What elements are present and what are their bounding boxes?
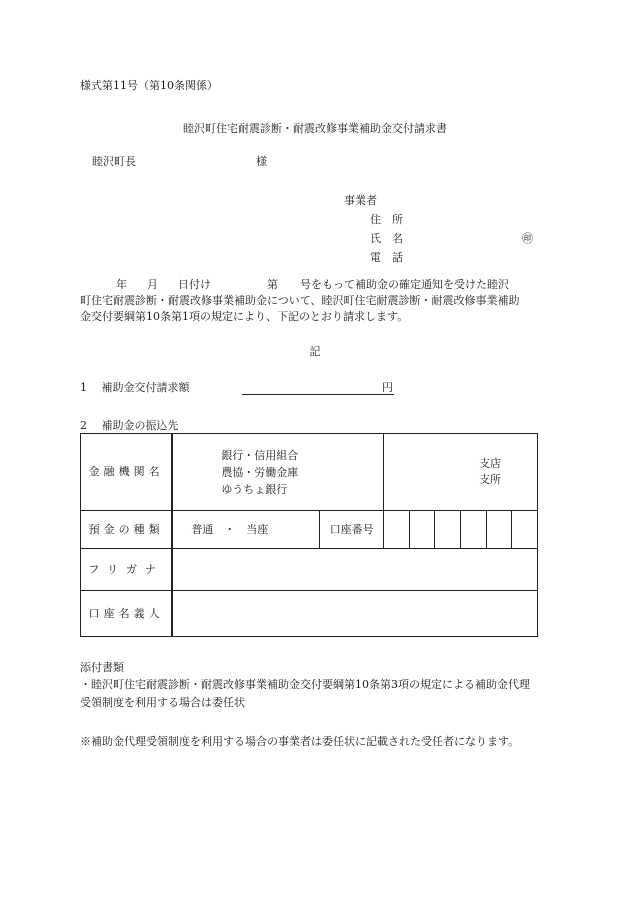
furigana-label: フリガナ <box>81 549 173 591</box>
holder-row <box>81 591 538 637</box>
institution-field[interactable] <box>172 434 383 511</box>
body-line-3: 金交付要綱第10条第1項の規定により、下記のとおり請求します。 <box>80 310 409 323</box>
account-digit-2[interactable] <box>409 511 435 549</box>
form-number: 様式第11号（第10条関係） <box>80 79 218 92</box>
institution-type-1: 銀行・信用組合 <box>221 448 299 462</box>
bank-table <box>80 433 538 637</box>
attachments-line-2: 受領制度を利用する場合は委任状 <box>80 696 245 709</box>
body-line-1 <box>80 277 560 293</box>
seal-mark: ㊞ <box>522 232 533 245</box>
branch-type-1: 支店 <box>479 457 501 470</box>
yen-unit: 円 <box>382 381 393 394</box>
body-line-2: 町住宅耐震診断・耐震改修事業補助金について、睦沢町住宅耐震診断・耐震改修事業補助 <box>80 294 520 307</box>
branch-type-2: 支所 <box>479 473 501 486</box>
applicant-heading: 事業者 <box>344 194 377 207</box>
institution-type-3: ゆうちょ銀行 <box>221 482 288 496</box>
phone-label: 電 話 <box>370 251 403 264</box>
name-label: 氏 名 <box>370 232 403 245</box>
page-title: 睦沢町住宅耐震診断・耐震改修事業補助金交付請求書 <box>183 122 447 135</box>
account-digit-5[interactable] <box>486 511 512 549</box>
year-label: 年 <box>116 278 127 291</box>
account-digit-3[interactable] <box>435 511 461 549</box>
institution-row <box>81 434 538 511</box>
furigana-row <box>81 549 538 591</box>
attachments-text <box>80 676 530 712</box>
branch-field[interactable] <box>384 434 538 511</box>
account-type-field[interactable]: 普通 ・ 当座 <box>172 511 319 549</box>
account-type-label: 預金の種類 <box>81 511 173 549</box>
holder-label: 口座名義人 <box>81 591 173 637</box>
institution-type-2: 農協・労働金庫 <box>221 465 299 479</box>
month-label: 月 <box>147 278 158 291</box>
attachments-line-1: ・睦沢町住宅耐震診断・耐震改修事業補助金交付要綱第10条第3項の規定による補助金代理 <box>80 678 530 691</box>
item1-label: 1 補助金交付請求額 <box>80 381 190 394</box>
institution-label: 金融機関名 <box>81 434 173 511</box>
request-body <box>80 277 560 325</box>
attachments-title: 添付書類 <box>80 661 124 674</box>
address-row <box>370 212 630 228</box>
furigana-field[interactable] <box>172 549 537 591</box>
account-number-label: 口座番号 <box>320 511 384 549</box>
address-label: 住 所 <box>370 213 403 226</box>
day-label: 日付け <box>178 278 211 291</box>
account-type-row <box>81 511 538 549</box>
phone-row <box>370 250 630 266</box>
amount-field[interactable] <box>242 380 394 395</box>
ki-heading: 記 <box>309 345 321 358</box>
proxy-note: ※補助金代理受領制度を利用する場合の事業者は委任状に記載された受任者になります。 <box>80 735 520 748</box>
account-digit-1[interactable] <box>384 511 410 549</box>
body-line-1-rest: 号をもって補助金の確定通知を受けた睦沢 <box>300 278 509 291</box>
addressee-name: 睦沢町長 <box>92 155 136 168</box>
dai-label: 第 <box>267 278 278 291</box>
item2-label: 2 補助金の振込先 <box>80 419 179 432</box>
account-digit-6[interactable] <box>512 511 538 549</box>
holder-field[interactable] <box>172 591 537 637</box>
name-row <box>370 231 630 247</box>
account-digit-4[interactable] <box>461 511 487 549</box>
addressee-honorific: 様 <box>256 155 267 168</box>
